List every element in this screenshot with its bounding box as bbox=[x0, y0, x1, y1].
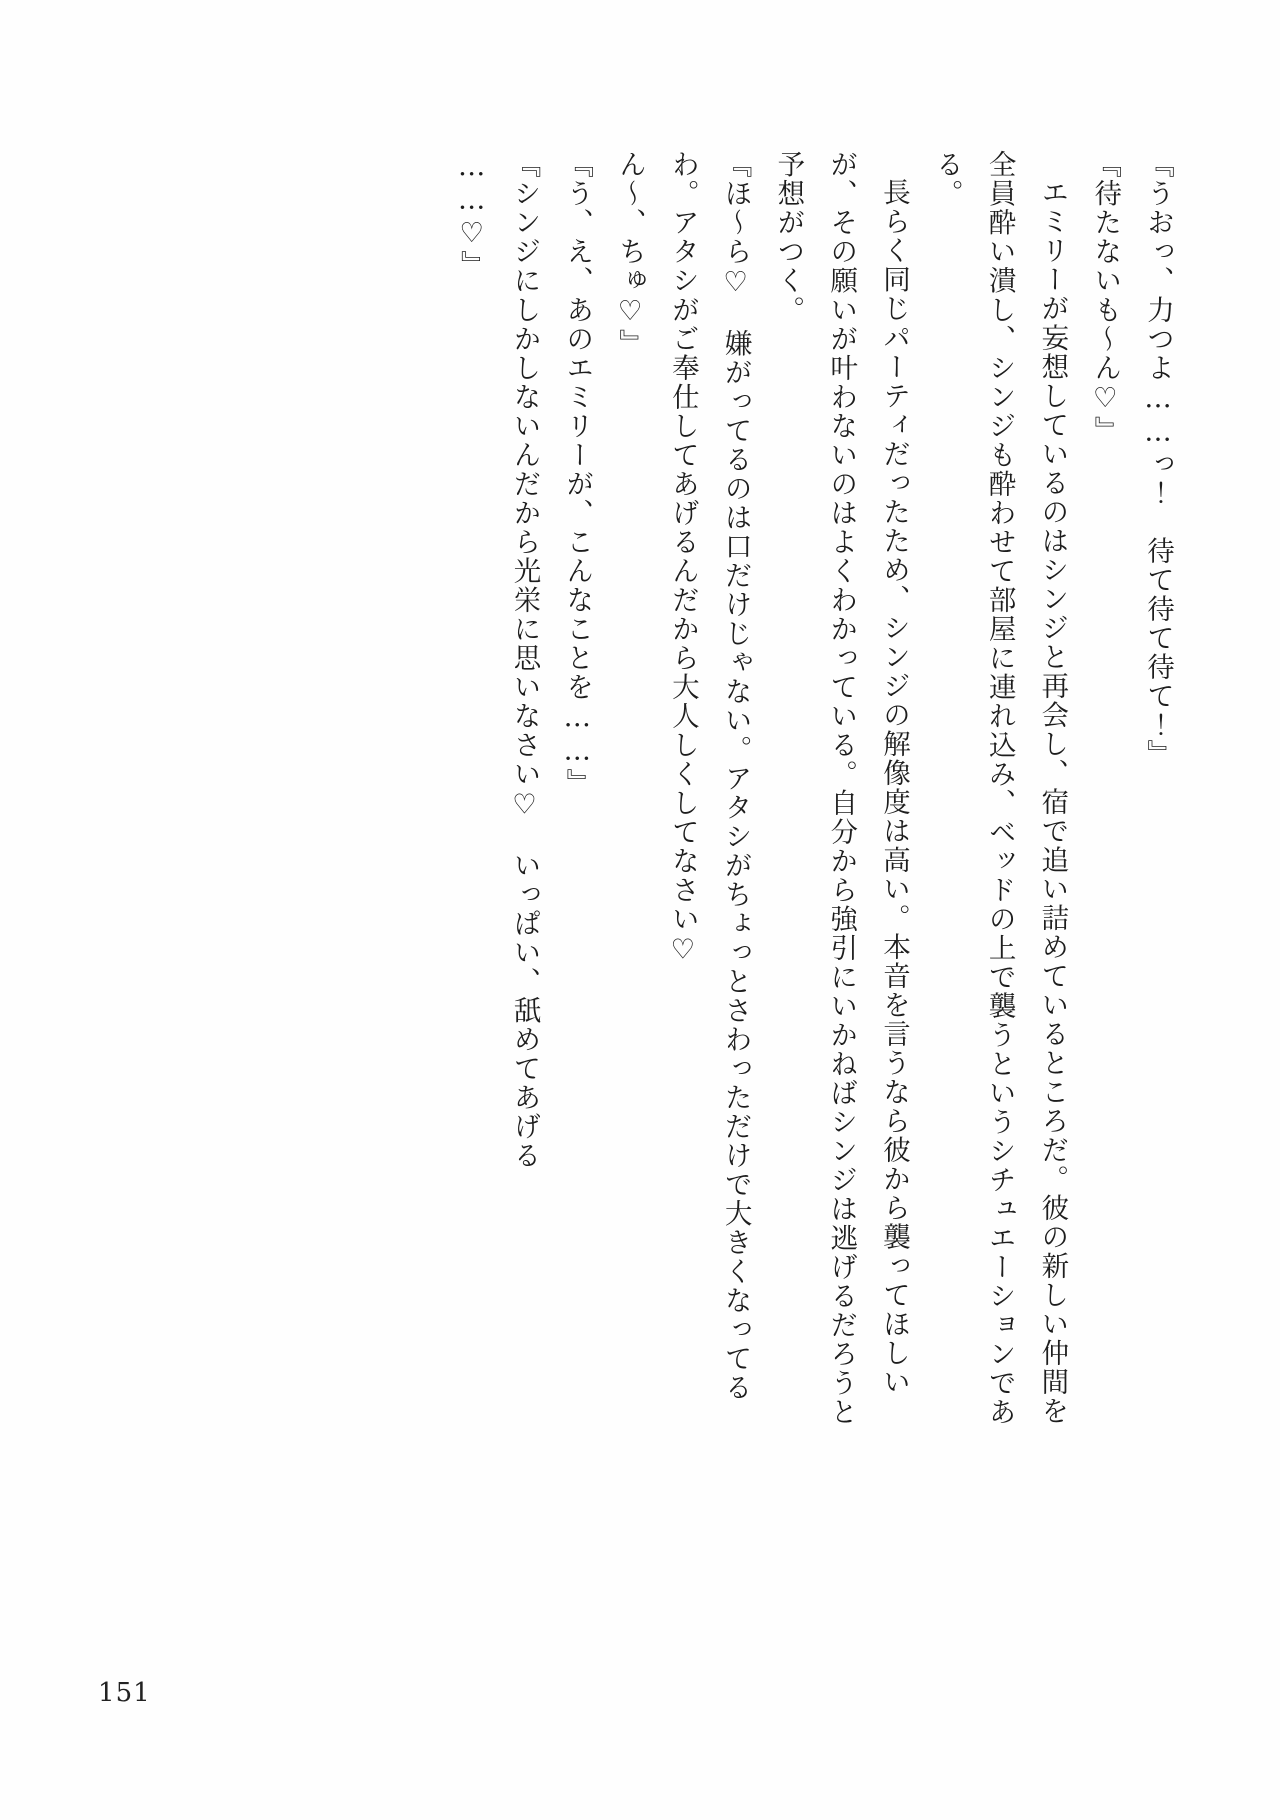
paragraph: 『ほ～ら♡ 嫌がってるのは口だけじゃない。アタシがちょっとさわっただけで大きくなってるわ。アタシがご奉仕してあげるんだから大人しくしてなさい♡ bbox=[666, 150, 752, 1403]
vertical-text-body bbox=[164, 150, 1184, 1450]
paragraph: 『待たないも～ん♡』 bbox=[1089, 150, 1122, 445]
paragraph: 『シンジにしかしないんだから光栄に思いなさい♡ いっぱい、舐めてあげる bbox=[508, 150, 541, 1170]
paragraph: 長らく同じパーティだったため、シンジの解像度は高い。本音を言うなら彼から襲ってほしいが、その願いが叶わないのはよくわかっている。自分から強引にいかねばシンジは逃げるだろうと予想がつく。 bbox=[772, 150, 911, 1427]
paragraph: ……♡』 bbox=[455, 150, 488, 280]
paragraph: エミリーが妄想しているのはシンジと再会し、宿で追い詰めているところだ。彼の新しい仲間を全員酔い潰し、シンジも酔わせて部屋に連れ込み、ベッドの上で襲うというシチュエーションである。 bbox=[930, 150, 1069, 1427]
paragraph: 『うおっ、力つよ……っ！ 待て待て待て！』 bbox=[1142, 150, 1174, 769]
page-number: 151 bbox=[98, 1678, 151, 1708]
paragraph: ん～、ちゅ♡』 bbox=[614, 150, 647, 358]
paragraph: 『う、え、あのエミリーが、こんなことを……』 bbox=[561, 150, 594, 798]
